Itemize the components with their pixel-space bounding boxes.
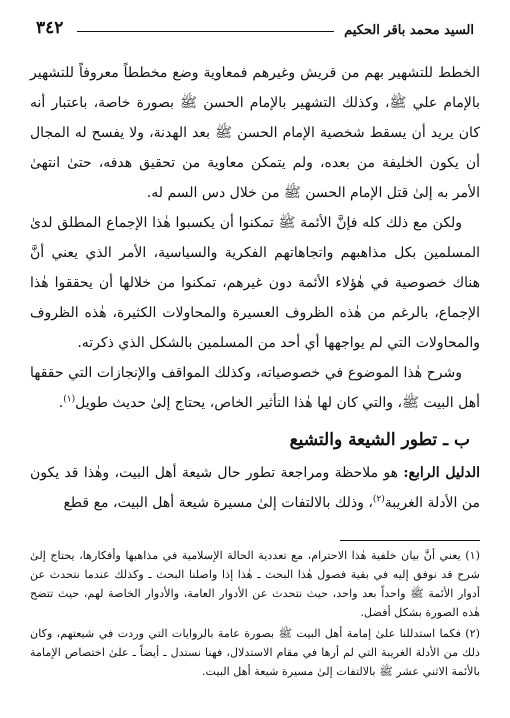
footnote-2: (٢) فكما استدللنا علىٰ إمامة أهل البيت ﷺ بصورة عامة بالروايات التي وردت في شيعتهم، وكان ذلك من الأدلة الغريبة التي لم أرها في مقام الاستدلال، فهنا نستدل ـ أيضاً ـ علىٰ اختصاص الإمامة بالأئمة الاثني عشر ﷺ بالالتفات إلىٰ مسيرة شيعة أهل البيت. bbox=[30, 627, 480, 678]
paragraph-3-text: وشرح هٰذا الموضوع في خصوصياته، وكذلك المواقف والإنجازات التي حققها أهل البيت ﷺ، والتي كان لها هٰذا التأثير الخاص، يحتاج إلىٰ حديث طويل bbox=[30, 365, 480, 411]
paragraph-2: ولكن مع ذلك كله فإنَّ الأئمة ﷺ تمكنوا أن يكسبوا هٰذا الإجماع المطلق لدىٰ المسلمين بكل مذاهبهم واتجاهاتهم الفكرية والسياسية، الأمر الذي يعني أنَّ هناك خصوصية في هٰؤلاء الأئمة دون غيرهم، تمكنوا من خلالها أن يحققوا هٰذا الإجماع، بالرغم من هٰذه الظروف العسيرة والمحاولات الكثيرة، هٰذه الظروف والمحاولات التي لم يواجهها أي أحد من المسلمين بالشكل الذي ذكرته. bbox=[30, 215, 480, 351]
header-rule bbox=[77, 31, 334, 32]
section-heading: ب ـ تطور الشيعة والتشيع bbox=[289, 430, 470, 450]
paragraph-3 bbox=[30, 358, 480, 418]
footnotes bbox=[30, 546, 480, 683]
paragraph-4 bbox=[30, 458, 480, 518]
footnote-separator bbox=[340, 540, 480, 541]
page-number: ٣٤٢ bbox=[36, 18, 64, 38]
paragraph-3-end: . bbox=[58, 395, 64, 411]
main-text bbox=[30, 58, 480, 518]
paragraph-4-lead: الدليل الرابع: bbox=[403, 465, 480, 481]
running-head: السيد محمد باقر الحكيم bbox=[344, 23, 474, 38]
page-header bbox=[36, 14, 474, 38]
paragraph-4-rest: ، وذلك بالالتفات إلىٰ مسيرة شيعة أهل البيت، مع قطع bbox=[63, 495, 373, 511]
paragraph-4-text: هو ملاحظة ومراجعة تطور حال شيعة أهل البيت، وهٰذا قد يكون من الأدلة الغريبة bbox=[30, 465, 480, 511]
footnote-ref-1: (١) bbox=[63, 394, 76, 405]
footnote-ref-2: (٢) bbox=[372, 494, 385, 505]
paragraph-1: الخطط للتشهير بهم من قريش وغيرهم فمعاوية وضع مخططاً معروفاً للتشهير بالإمام علي ﷺ، وكذلك التشهير بالإمام الحسن ﷺ بصورة خاصة، باعتبار أنه كان يريد أن يسقط شخصية الإمام الحسن ﷺ بعد الهدنة، ولا يفسح له المجال أن يكون الخليفة من بعده، ولم يتمكن معاوية من تحقيق هدفه، حتىٰ انتهىٰ الأمر به إلىٰ قتل الإمام الحسن ﷺ من خلال دس السم له. bbox=[30, 65, 480, 201]
footnote-1: (١) يعني أنَّ بيان خلفية هٰذا الاحترام، مع تعددية الحالة الإسلامية في مذاهبها وأفكارها، يحتاج إلىٰ شرح قد نوفق إليه في بقية فصول هٰذا البحث ـ هٰذا إذا واصلنا البحث ـ وكذلك عندما نتحدث عن أدوار الأئمة ﷺ واحداً بعد واحد، حيث نتحدث عن الأدوار العامة، والأدوار الخاصة لهم، حيث تتضح هٰذه الصورة بشكل أفضل. bbox=[30, 549, 480, 619]
